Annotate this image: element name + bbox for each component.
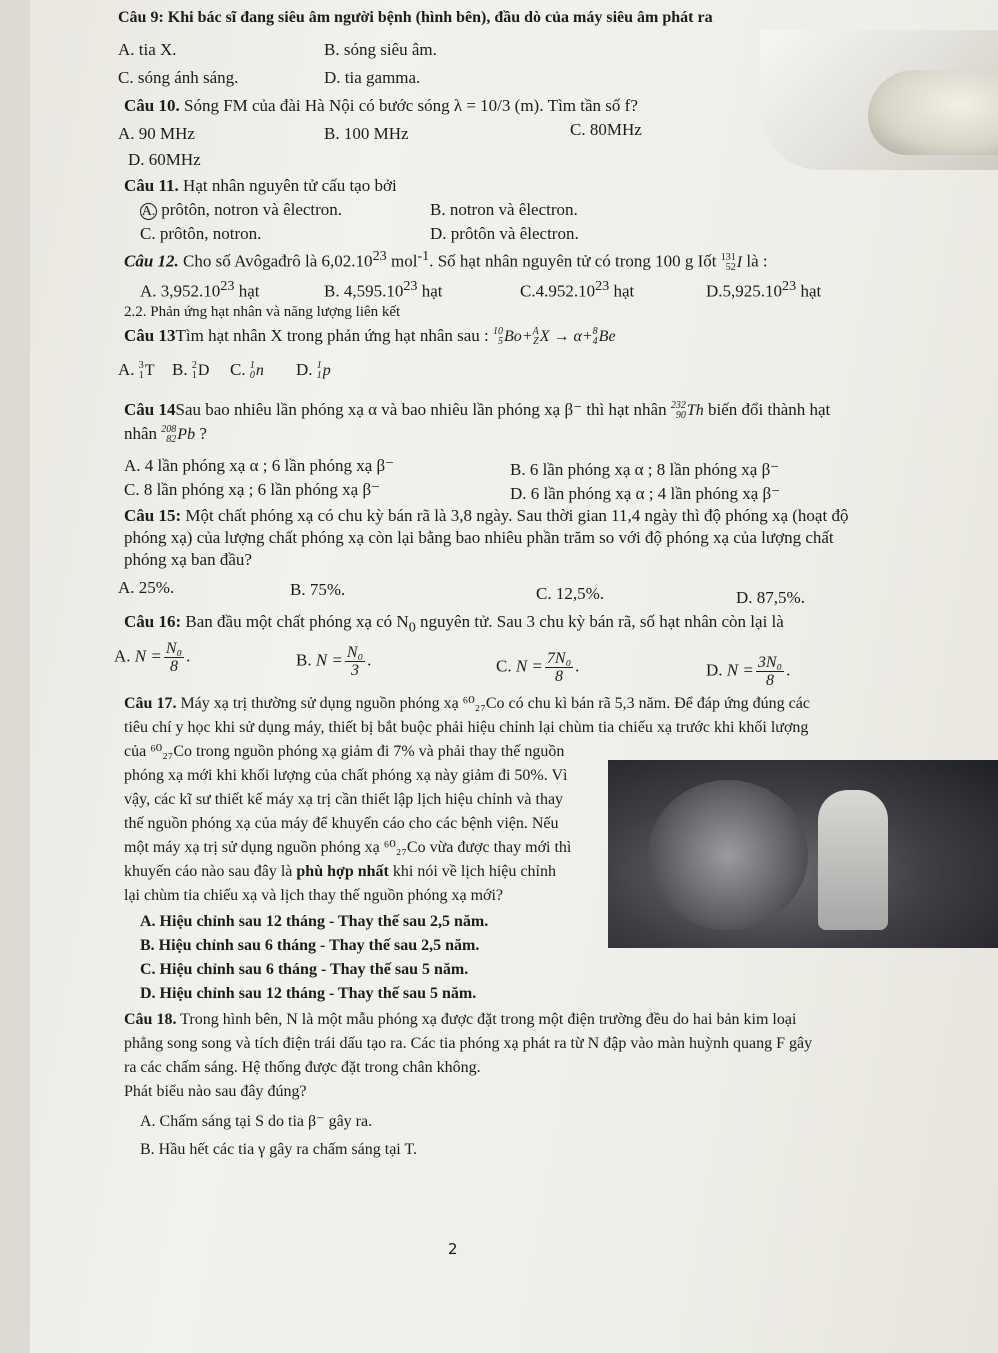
q17-line8: khuyến cáo nào sau đây là phù hợp nhất khi nói về lịch hiệu chỉnh (124, 863, 556, 880)
q12-option-b: B. 4,595.10$^{23}$ hạt (324, 278, 443, 301)
q11-option-b: B. notron và êlectron. (430, 200, 578, 219)
q10-stem: Câu 10. Sóng FM của đài Hà Nội có bước sóng λ = 10/3 (m). Tìm tần số f? (124, 96, 638, 115)
q11-stem: Câu 11. Hạt nhân nguyên tử cấu tạo bởi (124, 176, 397, 195)
q10-option-a: A. 90 MHz (118, 124, 195, 143)
q12-option-a: A. 3,952.10$^{23}$ hạt (140, 278, 260, 301)
q9-option-a: A. tia X. (118, 40, 177, 59)
q15-option-a: A. 25%. (118, 578, 175, 597)
q15-line2: phóng xạ) của lượng chất phóng xạ còn lại bằng bao nhiêu phần trăm so với độ phóng xạ của lượng chất (124, 528, 834, 547)
iodine-nuclide: 131 52 I (720, 251, 743, 273)
q13-stem: Câu 13Tìm hạt nhân X trong phản ứng hạt nhân sau : 10 5 Bo+ A Z X → α+ 8 4 Be (124, 326, 616, 348)
q14-option-b: B. 6 lần phóng xạ α ; 8 lần phóng xạ β⁻ (510, 460, 780, 479)
q18-line3: ra các chấm sáng. Hệ thống được đặt trong chân không. (124, 1059, 481, 1076)
q13-option-c: C. 1 0 n (230, 360, 264, 382)
q17-option-a: A. Hiệu chỉnh sau 12 tháng - Thay thế sau 2,5 năm. (140, 913, 489, 930)
page-number: 2 (448, 1240, 458, 1258)
technician-figure-image (818, 790, 888, 930)
q15-option-d: D. 87,5%. (736, 588, 805, 607)
radiotherapy-photo (608, 760, 998, 948)
q17-line9: lại chùm tia chiếu xạ và lịch thay thế nguồn phóng xạ mới? (124, 887, 504, 904)
q17-option-c: C. Hiệu chỉnh sau 6 tháng - Thay thế sau 5 năm. (140, 961, 469, 978)
q15-line1: Câu 15: Một chất phóng xạ có chu kỳ bán rã là 3,8 ngày. Sau thời gian 11,4 ngày thì độ phóng xạ (hoạt độ (124, 506, 849, 525)
q13-option-d: D. 1 1 p (296, 360, 331, 382)
q14-option-d: D. 6 lần phóng xạ α ; 4 lần phóng xạ β⁻ (510, 484, 781, 503)
q13-option-a: A. 3 1 T (118, 360, 155, 382)
q13-option-b: B. 2 1 D (172, 360, 210, 382)
q9-option-c: C. sóng ánh sáng. (118, 68, 239, 87)
q17-line3: của ⁶⁰₂₇Co trong nguồn phóng xạ giảm đi 7% và phải thay thế nguồn (124, 743, 565, 760)
q12-option-d: D.5,925.10$^{23}$ hạt (706, 278, 822, 301)
q14-option-a: A. 4 lần phóng xạ α ; 6 lần phóng xạ β⁻ (124, 456, 395, 475)
q18-option-a: A. Chấm sáng tại S do tia β⁻ gây ra. (140, 1113, 373, 1130)
q16-option-b: B. N = $\frac{\text{N₀}}{3}$ . (296, 644, 372, 679)
q11-option-d: D. prôtôn và êlectron. (430, 224, 579, 243)
q17-line5: vậy, các kĩ sư thiết kế máy xạ trị cần thiết lập lịch hiệu chỉnh và thay (124, 791, 564, 808)
q11-option-c: C. prôtôn, notron. (140, 224, 262, 243)
section-heading: 2.2. Phản ứng hạt nhân và năng lượng liên kết (124, 304, 401, 320)
q17-line4: phóng xạ mới khi khối lượng của chất phóng xạ này giảm đi 50%. Vì (124, 767, 568, 784)
q15-option-c: C. 12,5%. (536, 584, 604, 603)
q16-option-d: D. N = $\frac{\text{3N₀}}{8}$ . (706, 654, 791, 689)
q9-option-d: D. tia gamma. (324, 68, 421, 87)
q16-stem: Câu 16: Ban đầu một chất phóng xạ có $N_0$ nguyên tử. Sau 3 chu kỳ bán rã, số hạt nhân còn lại là (124, 612, 784, 636)
q16-option-c: C. N = $\frac{\text{7N₀}}{8}$ . (496, 650, 580, 685)
ultrasound-probe-image (868, 70, 998, 155)
q18-line1: Câu 18. Trong hình bên, N là một mẫu phóng xạ được đặt trong một điện trường đều do hai bản kim loại (124, 1011, 797, 1028)
q15-option-b: B. 75%. (290, 580, 346, 599)
q18-line2: phẳng song song và tích điện trái dấu tạo ra. Các tia phóng xạ phát ra từ N đập vào màn huỳnh quang F gây (124, 1035, 813, 1052)
q17-line6: thế nguồn phóng xạ của máy để khuyến cáo cho các bệnh viện. Nếu (124, 815, 559, 832)
q12-option-c: C.4.952.10$^{23}$ hạt (520, 278, 635, 301)
q14-option-c: C. 8 lần phóng xạ ; 6 lần phóng xạ β⁻ (124, 480, 381, 499)
q15-line3: phóng xạ ban đầu? (124, 550, 252, 569)
radiotherapy-machine-image (648, 780, 808, 930)
q14-stem: Câu 14Sau bao nhiêu lần phóng xạ α và bao nhiêu lần phóng xạ β⁻ thì hạt nhân 232 90 Th biến đổi thành hạt (124, 400, 831, 422)
q17-line7: một máy xạ trị sử dụng nguồn phóng xạ ⁶⁰₂₇Co vừa được thay mới thì (124, 839, 572, 856)
ultrasound-photo (760, 30, 998, 170)
reaction-equation: 10 5 Bo+ A Z X → α+ 8 4 Be (493, 326, 616, 348)
q9-option-b: B. sóng siêu âm. (324, 40, 437, 59)
q18-line4: Phát biểu nào sau đây đúng? (124, 1083, 307, 1100)
q18-option-b: B. Hầu hết các tia γ gây ra chấm sáng tại T. (140, 1141, 418, 1158)
q17-option-b: B. Hiệu chỉnh sau 6 tháng - Thay thế sau 2,5 năm. (140, 937, 480, 954)
q11-option-a: A. prôtôn, notron và êlectron. (141, 200, 343, 219)
q10-option-c: C. 80MHz (570, 120, 642, 139)
q10-option-d: D. 60MHz (128, 150, 201, 169)
q12-stem: Câu 12. Cho số Avôgađrô là 6,02.10$^{23}$ mol$^{-1}$. Số hạt nhân nguyên tử có trong 100 g Iốt 131 52 I là : (124, 248, 768, 273)
q10-option-b: B. 100 MHz (324, 124, 409, 143)
q14-stem-line2: nhân 208 82 Pb ? (124, 424, 207, 446)
q17-line2: tiêu chí y học khi sử dụng máy, thiết bị bắt buộc phải hiệu chỉnh lại chùm tia chiếu xạ trước khi khối lượng (124, 719, 809, 736)
q9-stem: Câu 9: Khi bác sĩ đang siêu âm người bệnh (hình bên), đầu dò của máy siêu âm phát ra (118, 9, 713, 26)
q17-line1: Câu 17. Máy xạ trị thường sử dụng nguồn phóng xạ ⁶⁰₂₇Co có chu kì bán rã 5,3 năm. Để đáp ứng đúng các (124, 695, 810, 712)
q16-option-a: A. N = $\frac{\text{N₀}}{8}$ . (114, 640, 191, 675)
q17-option-d: D. Hiệu chỉnh sau 12 tháng - Thay thế sau 5 năm. (140, 985, 477, 1002)
